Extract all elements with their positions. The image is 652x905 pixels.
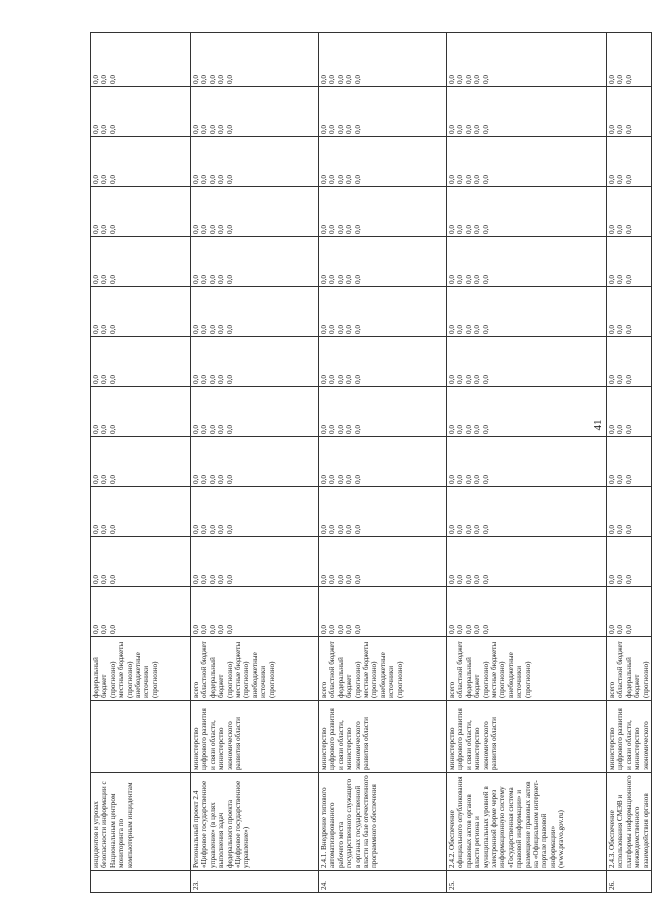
amount-cell: 0,0 0,0 0,0 0,0 0,0	[191, 337, 319, 387]
row-number-cell: 25.	[447, 871, 607, 893]
table-row	[191, 33, 319, 893]
amount-cell: 0,0 0,0 0,0	[607, 487, 652, 537]
executor-cell: министерство цифрового развития и связи области, министерство экономического развития области	[191, 701, 319, 773]
budget-table-sheet	[90, 33, 650, 893]
amount-cell: 0,0 0,0 0,0	[607, 387, 652, 437]
table-body	[91, 33, 652, 893]
amount-cell: 0,0 0,0 0,0 0,0 0,0	[447, 437, 607, 487]
amount-cell: 0,0 0,0 0,0	[91, 237, 191, 287]
table-row	[607, 33, 652, 893]
amount-cell: 0,0 0,0 0,0 0,0 0,0	[191, 87, 319, 137]
amount-cell: 0,0 0,0 0,0 0,0 0,0	[191, 33, 319, 87]
amount-cell: 0,0 0,0 0,0 0,0 0,0	[319, 87, 447, 137]
measure-name-cell: 2.4.1. Внедрение типового автоматизированного рабочего места государственного служащего в органах государственной власти на базе отечественного программного обеспечения	[319, 773, 447, 871]
amount-cell: 0,0 0,0 0,0	[91, 287, 191, 337]
executor-cell	[91, 701, 191, 773]
amount-cell: 0,0 0,0 0,0 0,0 0,0	[319, 487, 447, 537]
amount-cell: 0,0 0,0 0,0 0,0 0,0	[319, 137, 447, 187]
amount-cell: 0,0 0,0 0,0 0,0 0,0	[191, 137, 319, 187]
executor-cell: министерство цифрового развития и связи области, министерство экономического развития области	[319, 701, 447, 773]
amount-cell: 0,0 0,0 0,0	[607, 187, 652, 237]
row-number-cell	[91, 871, 191, 893]
amount-cell: 0,0 0,0 0,0	[91, 33, 191, 87]
amount-cell: 0,0 0,0 0,0	[607, 587, 652, 637]
executor-cell: министерство цифрового развития и связи области, министерство экономического развития области	[447, 701, 607, 773]
amount-cell: 0,0 0,0 0,0	[607, 287, 652, 337]
amount-cell: 0,0 0,0 0,0 0,0 0,0	[319, 287, 447, 337]
amount-cell: 0,0 0,0 0,0	[91, 87, 191, 137]
row-number-cell: 23.	[191, 871, 319, 893]
amount-cell: 0,0 0,0 0,0	[607, 33, 652, 87]
amount-cell: 0,0 0,0 0,0 0,0 0,0	[191, 187, 319, 237]
amount-cell: 0,0 0,0 0,0 0,0 0,0	[447, 33, 607, 87]
amount-cell: 0,0 0,0 0,0	[91, 337, 191, 387]
page-number: 41	[592, 419, 604, 431]
measure-name-cell: Региональный проект 2.4 «Цифровое государственное управление» (в целях выполнения задач федерального проекта «Цифровое государственное управление»)	[191, 773, 319, 871]
funding-source-cell: всего областной бюджет федеральный бюджет (прогнозно) местные бюджеты (прогнозно) внебюджетные источники (прогнозно)	[447, 637, 607, 701]
row-number-cell: 26.	[607, 871, 652, 893]
amount-cell: 0,0 0,0 0,0 0,0 0,0	[191, 587, 319, 637]
amount-cell: 0,0 0,0 0,0	[91, 387, 191, 437]
amount-cell: 0,0 0,0 0,0 0,0 0,0	[191, 537, 319, 587]
funding-source-cell: федеральный бюджет (прогнозно) местные бюджеты (прогнозно) внебюджетные источники (прогнозно)	[91, 637, 191, 701]
amount-cell: 0,0 0,0 0,0 0,0 0,0	[319, 337, 447, 387]
amount-cell: 0,0 0,0 0,0 0,0 0,0	[319, 587, 447, 637]
amount-cell: 0,0 0,0 0,0 0,0 0,0	[319, 537, 447, 587]
amount-cell: 0,0 0,0 0,0	[91, 537, 191, 587]
row-number-cell: 24.	[319, 871, 447, 893]
amount-cell: 0,0 0,0 0,0 0,0 0,0	[447, 387, 607, 437]
table-row	[91, 33, 191, 893]
amount-cell: 0,0 0,0 0,0 0,0 0,0	[447, 187, 607, 237]
amount-cell: 0,0 0,0 0,0 0,0 0,0	[447, 587, 607, 637]
amount-cell: 0,0 0,0 0,0 0,0 0,0	[319, 187, 447, 237]
amount-cell: 0,0 0,0 0,0 0,0 0,0	[319, 387, 447, 437]
amount-cell: 0,0 0,0 0,0	[91, 437, 191, 487]
amount-cell: 0,0 0,0 0,0	[607, 437, 652, 487]
funding-source-cell: всего областной бюджет федеральный бюджет (прогнозно) местные бюджеты (прогнозно) внебюджетные источники (прогнозно)	[191, 637, 319, 701]
amount-cell: 0,0 0,0 0,0 0,0 0,0	[319, 437, 447, 487]
amount-cell: 0,0 0,0 0,0 0,0 0,0	[319, 33, 447, 87]
amount-cell: 0,0 0,0 0,0 0,0 0,0	[191, 237, 319, 287]
amount-cell: 0,0 0,0 0,0 0,0 0,0	[191, 387, 319, 437]
measure-name-cell: инцидентов и угрозах безопасности информации с Национальным центром мониторинга по компьютерным инцидентам	[91, 773, 191, 871]
amount-cell: 0,0 0,0 0,0	[91, 137, 191, 187]
amount-cell: 0,0 0,0 0,0 0,0 0,0	[191, 437, 319, 487]
amount-cell: 0,0 0,0 0,0	[91, 187, 191, 237]
amount-cell: 0,0 0,0 0,0 0,0 0,0	[319, 237, 447, 287]
amount-cell: 0,0 0,0 0,0	[607, 137, 652, 187]
amount-cell: 0,0 0,0 0,0 0,0 0,0	[447, 137, 607, 187]
amount-cell: 0,0 0,0 0,0 0,0 0,0	[447, 287, 607, 337]
table-row	[447, 33, 607, 893]
measure-name-cell: 2.4.3. Обеспечение использования СМЭВ и платформы информационного межведомственного взаимодействия органов	[607, 773, 652, 871]
amount-cell: 0,0 0,0 0,0 0,0 0,0	[447, 87, 607, 137]
budget-table	[90, 32, 652, 893]
amount-cell: 0,0 0,0 0,0	[607, 87, 652, 137]
amount-cell: 0,0 0,0 0,0 0,0 0,0	[191, 487, 319, 537]
measure-name-cell: 2.4.2. Обеспечение официального опубликования правовых актов органов власти региона и муниципальных уровней в электронной форме через информационную систему «Государственная система правовой информации» и размещение правовых актов на «Официальном интернет-портале правовой информации» (www.pravo.gov.ru)	[447, 773, 607, 871]
amount-cell: 0,0 0,0 0,0	[91, 487, 191, 537]
funding-source-cell: всего областной бюджет федеральный бюджет (прогнозно)	[607, 637, 652, 701]
funding-source-cell: всего областной бюджет федеральный бюджет (прогнозно) местные бюджеты (прогнозно) внебюджетные источники (прогнозно)	[319, 637, 447, 701]
amount-cell: 0,0 0,0 0,0	[607, 337, 652, 387]
amount-cell: 0,0 0,0 0,0	[91, 587, 191, 637]
amount-cell: 0,0 0,0 0,0 0,0 0,0	[447, 237, 607, 287]
amount-cell: 0,0 0,0 0,0	[607, 537, 652, 587]
amount-cell: 0,0 0,0 0,0 0,0 0,0	[447, 337, 607, 387]
amount-cell: 0,0 0,0 0,0 0,0 0,0	[191, 287, 319, 337]
amount-cell: 0,0 0,0 0,0 0,0 0,0	[447, 537, 607, 587]
executor-cell: министерство цифрового развития и связи области, министерство экономического	[607, 701, 652, 773]
amount-cell: 0,0 0,0 0,0	[607, 237, 652, 287]
amount-cell: 0,0 0,0 0,0 0,0 0,0	[447, 487, 607, 537]
table-row	[319, 33, 447, 893]
